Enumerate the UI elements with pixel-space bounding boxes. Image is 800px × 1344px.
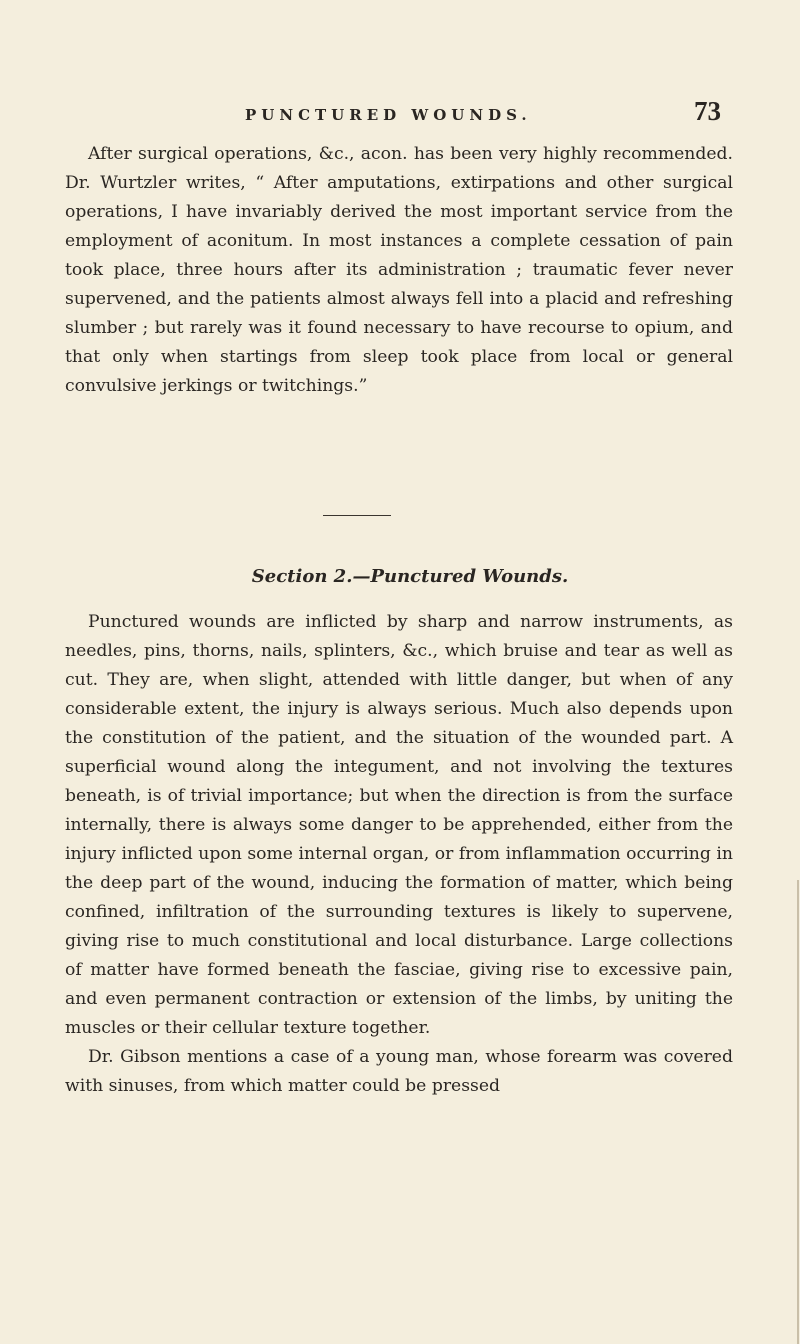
paragraph-1: After surgical operations, &c., acon. has been very highly recommended. Dr. Wurtzler writes, “ After amputations, extirpations and other surgical operations, I have invariably derived the most important service from the employment of aconitum. In most instances a complete cessation of pain took place, three hours after its administration ; traumatic fever never supervened, and the patients almost always fell into a placid and refreshing slumber ; but rarely was it found necessary to have recourse to opium, and that only when startings from sleep took place from local or general convulsive jerkings or twitchings.” bbox=[65, 144, 733, 396]
paragraph-3: Dr. Gibson mentions a case of a young man, whose forearm was covered with sinuses, from which matter could be pressed bbox=[65, 1047, 733, 1096]
section-divider bbox=[323, 515, 391, 516]
section-heading: Section 2.—Punctured Wounds. bbox=[251, 566, 569, 587]
page-edge-shadow bbox=[797, 880, 799, 1344]
paragraph-aconitum bbox=[65, 140, 733, 401]
page-number: 73 bbox=[694, 96, 721, 126]
section-body bbox=[65, 608, 733, 1101]
running-head bbox=[0, 92, 800, 132]
running-title: PUNCTURED WOUNDS. bbox=[245, 106, 532, 124]
paragraph-2: Punctured wounds are inflicted by sharp and narrow instruments, as needles, pins, thorns, nails, splinters, &c., which bruise and tear as well as cut. They are, when slight, attended with little danger, but when of any considerable extent, the injury is always serious. Much also depends upon the constitution of the patient, and the situation of the wounded part. A superficial wound along the integument, and not involving the textures beneath, is of trivial importance; but when the direction is from the surface internally, there is always some danger to be apprehended, either from the injury inflicted upon some internal organ, or from inflammation occurring in the deep part of the wound, inducing the formation of matter, which being confined, infiltration of the surrounding textures is likely to supervene, giving rise to much constitutional and local disturbance. Large collections of matter have formed beneath the fasciae, giving rise to excessive pain, and even permanent contraction or extension of the limbs, by uniting the muscles or their cellular texture together. bbox=[65, 612, 733, 1038]
